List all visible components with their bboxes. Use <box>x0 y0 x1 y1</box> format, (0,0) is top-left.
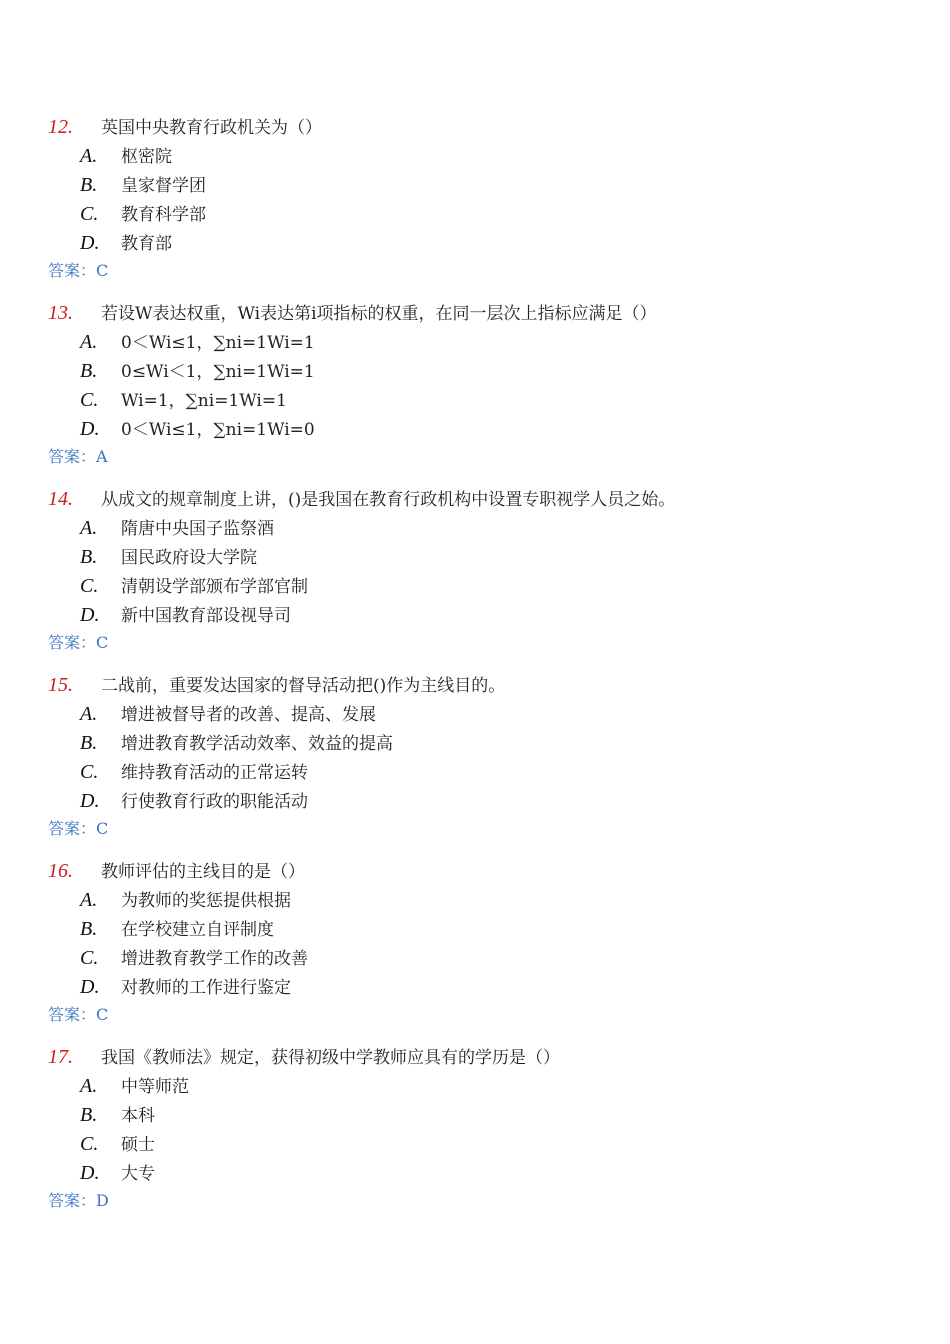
question-stem <box>0 299 950 328</box>
option-letter: C. <box>80 947 99 969</box>
question-stem <box>0 485 950 514</box>
answer-value: C <box>96 1005 109 1024</box>
option-text: 教育科学部 <box>121 205 206 225</box>
option-b <box>0 543 950 572</box>
option-letter: B. <box>80 1104 98 1126</box>
question-13 <box>0 299 950 470</box>
option-a <box>0 142 950 171</box>
option-letter: A. <box>80 703 98 725</box>
question-number: 12. <box>48 116 73 138</box>
option-d <box>0 973 950 1002</box>
question-text: 从成文的规章制度上讲，()是我国在教育行政机构中设置专职视学人员之始。 <box>101 490 676 510</box>
option-b <box>0 915 950 944</box>
option-text: 在学校建立自评制度 <box>121 920 274 940</box>
question-17 <box>0 1043 950 1214</box>
option-c <box>0 200 950 229</box>
answer-line <box>0 816 950 842</box>
option-a <box>0 886 950 915</box>
option-text: 新中国教育部设视导司 <box>121 606 291 626</box>
option-text: Wi=1，∑ni=1Wi=1 <box>121 391 287 411</box>
question-stem <box>0 671 950 700</box>
option-text: 0＜Wi≤1，∑ni=1Wi=0 <box>121 420 315 440</box>
option-a <box>0 514 950 543</box>
option-text: 行使教育行政的职能活动 <box>121 792 308 812</box>
option-letter: C. <box>80 203 99 225</box>
option-text: 维持教育活动的正常运转 <box>121 763 308 783</box>
option-c <box>0 758 950 787</box>
question-14 <box>0 485 950 656</box>
option-a <box>0 328 950 357</box>
question-text: 教师评估的主线目的是（） <box>101 862 305 882</box>
option-b <box>0 357 950 386</box>
question-text: 若设W表达权重，Wi表达第i项指标的权重，在同一层次上指标应满足（） <box>101 304 657 324</box>
question-15 <box>0 671 950 842</box>
question-text: 英国中央教育行政机关为（） <box>101 118 322 138</box>
option-letter: B. <box>80 174 98 196</box>
option-letter: B. <box>80 918 98 940</box>
answer-value: C <box>96 261 109 280</box>
answer-line <box>0 1002 950 1028</box>
answer-value: D <box>96 1191 109 1210</box>
option-letter: C. <box>80 575 99 597</box>
option-d <box>0 415 950 444</box>
option-c <box>0 386 950 415</box>
option-text: 清朝设学部颁布学部官制 <box>121 577 308 597</box>
answer-prefix: 答案： <box>48 261 97 280</box>
answer-value: C <box>96 819 109 838</box>
option-text: 增进被督导者的改善、提高、发展 <box>121 705 376 725</box>
option-text: 教育部 <box>121 234 172 254</box>
question-stem <box>0 1043 950 1072</box>
answer-prefix: 答案： <box>48 447 97 466</box>
answer-line <box>0 630 950 656</box>
option-d <box>0 229 950 258</box>
question-number: 17. <box>48 1046 73 1068</box>
question-number: 14. <box>48 488 73 510</box>
answer-value: C <box>96 633 109 652</box>
option-d <box>0 601 950 630</box>
option-letter: C. <box>80 389 99 411</box>
option-letter: D. <box>80 604 100 626</box>
option-text: 国民政府设大学院 <box>121 548 257 568</box>
option-a <box>0 1072 950 1101</box>
option-letter: C. <box>80 1133 99 1155</box>
option-letter: B. <box>80 546 98 568</box>
option-letter: D. <box>80 232 100 254</box>
option-letter: D. <box>80 1162 100 1184</box>
option-d <box>0 787 950 816</box>
option-letter: A. <box>80 517 98 539</box>
option-letter: D. <box>80 976 100 998</box>
question-16 <box>0 857 950 1028</box>
option-text: 增进教育教学工作的改善 <box>121 949 308 969</box>
option-letter: B. <box>80 732 98 754</box>
option-letter: B. <box>80 360 98 382</box>
option-letter: A. <box>80 331 98 353</box>
option-text: 0≤Wi＜1，∑ni=1Wi=1 <box>121 362 315 382</box>
answer-prefix: 答案： <box>48 1005 97 1024</box>
option-text: 大专 <box>121 1164 155 1184</box>
question-list <box>0 113 950 1229</box>
question-stem <box>0 857 950 886</box>
option-a <box>0 700 950 729</box>
answer-line <box>0 258 950 284</box>
option-letter: A. <box>80 889 98 911</box>
answer-prefix: 答案： <box>48 819 97 838</box>
option-c <box>0 572 950 601</box>
option-text: 硕士 <box>121 1135 155 1155</box>
option-text: 隋唐中央国子监祭酒 <box>121 519 274 539</box>
question-number: 15. <box>48 674 73 696</box>
option-b <box>0 729 950 758</box>
option-letter: D. <box>80 790 100 812</box>
option-text: 增进教育教学活动效率、效益的提高 <box>121 734 393 754</box>
answer-prefix: 答案： <box>48 1191 97 1210</box>
question-stem <box>0 113 950 142</box>
option-text: 对教师的工作进行鉴定 <box>121 978 291 998</box>
question-text: 二战前，重要发达国家的督导活动把()作为主线目的。 <box>101 676 506 696</box>
answer-prefix: 答案： <box>48 633 97 652</box>
option-c <box>0 1130 950 1159</box>
option-text: 为教师的奖惩提供根据 <box>121 891 291 911</box>
question-12 <box>0 113 950 284</box>
question-number: 13. <box>48 302 73 324</box>
option-c <box>0 944 950 973</box>
answer-line <box>0 444 950 470</box>
option-letter: A. <box>80 1075 98 1097</box>
option-letter: D. <box>80 418 100 440</box>
option-b <box>0 171 950 200</box>
question-text: 我国《教师法》规定，获得初级中学教师应具有的学历是（） <box>101 1048 560 1068</box>
option-b <box>0 1101 950 1130</box>
answer-line <box>0 1188 950 1214</box>
answer-value: A <box>96 447 108 466</box>
question-number: 16. <box>48 860 73 882</box>
option-text: 中等师范 <box>121 1077 189 1097</box>
option-text: 本科 <box>121 1106 155 1126</box>
option-text: 枢密院 <box>121 147 172 167</box>
option-text: 皇家督学团 <box>121 176 206 196</box>
option-text: 0＜Wi≤1，∑ni=1Wi=1 <box>121 333 315 353</box>
option-letter: C. <box>80 761 99 783</box>
option-letter: A. <box>80 145 98 167</box>
option-d <box>0 1159 950 1188</box>
